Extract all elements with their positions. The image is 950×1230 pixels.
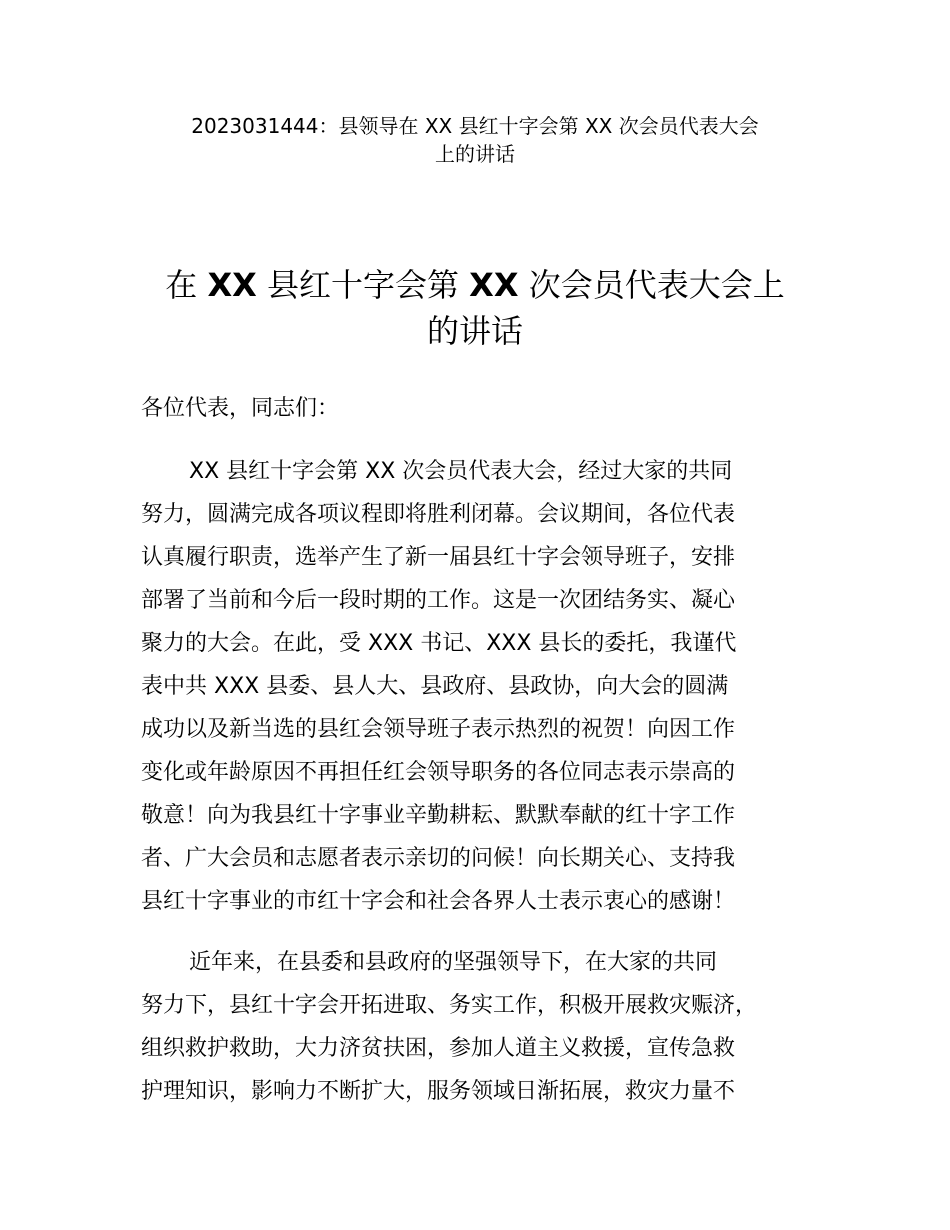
speech-title bbox=[100, 262, 850, 354]
paragraph-line: XX 县红十字会第 XX 次会员代表大会，经过大家的共同 bbox=[189, 459, 733, 484]
paragraph-line: 部署了当前和今后一段时期的工作。这是一次团结务实、凝心 bbox=[141, 588, 736, 613]
paragraph-line: 聚力的大会。在此，受 XXX 书记、XXX 县长的委托，我谨代 bbox=[141, 631, 737, 656]
title-line-1 bbox=[100, 262, 850, 308]
paragraph-line: 组织救护救助，大力济贫扶困，参加人道主义救援，宣传急救 bbox=[141, 1036, 736, 1061]
paragraph-line: 努力，圆满完成各项议程即将胜利闭幕。会议期间，各位代表 bbox=[141, 502, 736, 527]
paragraph-line: 表中共 XXX 县委、县人大、县政府、县政协，向大会的圆满 bbox=[141, 674, 729, 699]
title-part: 在 bbox=[165, 266, 208, 304]
paragraph-line: 认真履行职责，选举产生了新一届县红十字会领导班子，安排 bbox=[141, 545, 736, 570]
paragraph-line: 变化或年龄原因不再担任红会领导职务的各位同志表示崇高的 bbox=[141, 760, 736, 785]
paragraph-line: 近年来，在县委和县政府的坚强领导下，在大家的共同 bbox=[189, 950, 718, 975]
paragraph-line: 成功以及新当选的县红会领导班子表示热烈的祝贺！向因工作 bbox=[141, 717, 736, 742]
paragraph-line: 努力下，县红十字会开拓进取、务实工作，积极开展救灾赈济， bbox=[141, 993, 758, 1018]
paragraph-line: 者、广大会员和志愿者表示亲切的问候！向长期关心、支持我 bbox=[141, 846, 736, 871]
header-line-1: 2023031444：县领导在 XX 县红十字会第 XX 次会员代表大会 bbox=[191, 114, 759, 138]
salutation: 各位代表，同志们： bbox=[141, 396, 340, 421]
title-part: 次会员代表大会上 bbox=[518, 266, 785, 304]
paragraph-1 bbox=[141, 450, 841, 923]
paragraph-line: 县红十字事业的市红十字会和社会各界人士表示衷心的感谢！ bbox=[141, 889, 736, 914]
title-part-bold: XX bbox=[469, 266, 519, 304]
paragraph-line: 敬意！向为我县红十字事业辛勤耕耘、默默奉献的红十字工作 bbox=[141, 803, 736, 828]
document-header bbox=[100, 112, 850, 168]
title-part-bold: XX bbox=[207, 266, 257, 304]
title-line-2: 的讲话 bbox=[426, 312, 523, 350]
header-line-2: 上的讲话 bbox=[435, 142, 515, 166]
paragraph-2 bbox=[141, 941, 841, 1113]
paragraph-line: 护理知识，影响力不断扩大，服务领域日渐拓展，救灾力量不 bbox=[141, 1079, 736, 1104]
title-part: 县红十字会第 bbox=[256, 266, 470, 304]
